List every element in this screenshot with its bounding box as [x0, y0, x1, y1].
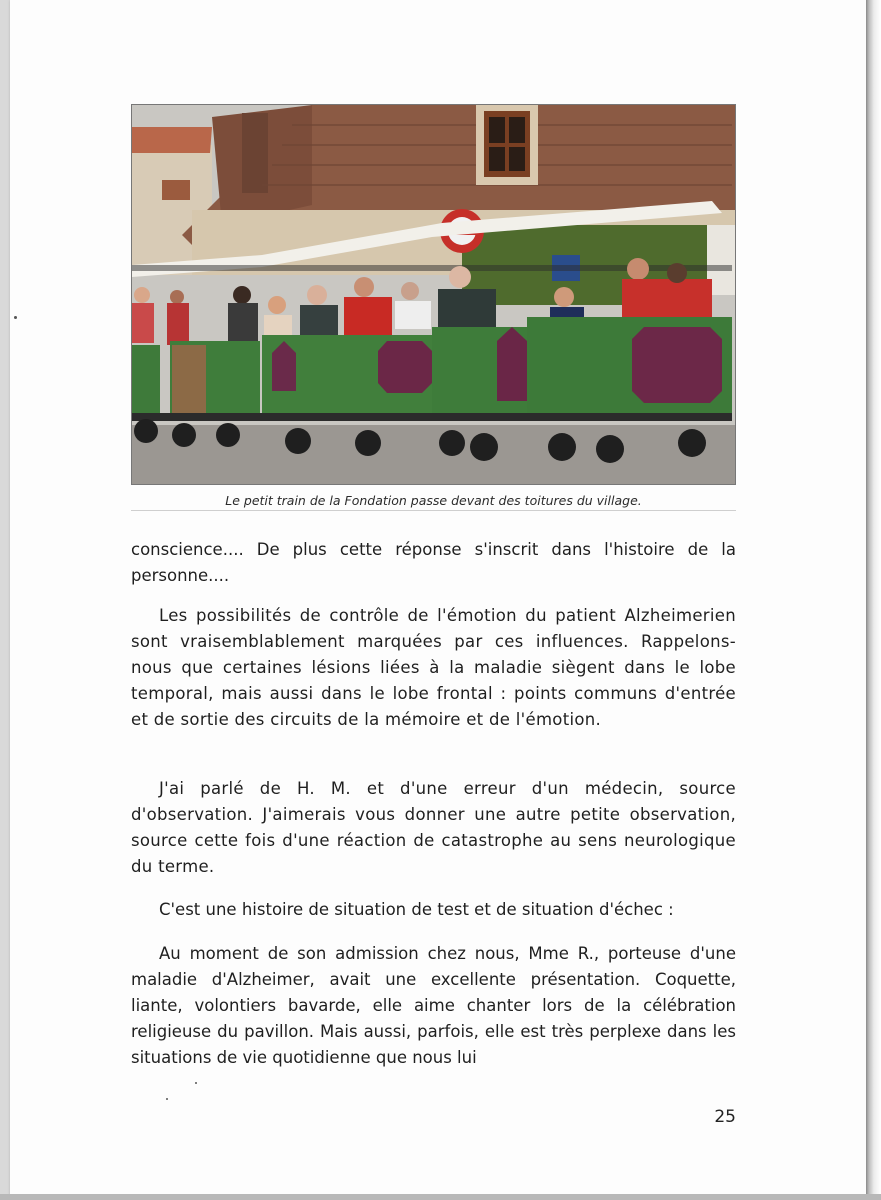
text-paragraph	[131, 537, 736, 589]
text-paragraph	[131, 941, 736, 1071]
paragraph-text: J'ai parlé de H. M. et d'une erreur d'un médecin, source d'observation. J'aimerais vous donner une autre petite observation, source cette fois d'une réaction de catastrophe au sens neurologique du terme.	[131, 779, 736, 876]
caption-divider	[131, 510, 736, 511]
photo-caption: Le petit train de la Fondation passe devant des toitures du village.	[225, 493, 642, 508]
text-paragraph	[131, 603, 736, 733]
scan-speck	[166, 1098, 168, 1100]
scan-bottom-edge	[0, 1194, 881, 1200]
village-train-photo	[131, 104, 736, 485]
paragraph-text: C'est une histoire de situation de test et de situation d'échec :	[159, 900, 674, 919]
page-edge-shadow	[866, 0, 881, 1200]
scan-speck	[14, 316, 17, 319]
paragraph-text: Au moment de son admission chez nous, Mme R., porteuse d'une maladie d'Alzheimer, avait une excellente présentation. Coquette, liante, volontiers bavarde, elle aime chanter lors de la célébration religieuse du pavillon. Mais aussi, parfois, elle est très perplexe dans les situations de vie quotidienne que nous lui	[131, 944, 736, 1067]
scan-speck	[195, 1082, 197, 1084]
paragraph-text: conscience.... De plus cette réponse s'inscrit dans l'histoire de la personne....	[131, 540, 736, 585]
paragraph-text: Les possibilités de contrôle de l'émotion du patient Alzheimerien sont vraisemblablement marquées par ces influences. Rappelons-nous que certaines lésions liées à la maladie siègent dans le lobe temporal, mais aussi dans le lobe frontal : points communs d'entrée et de sortie des circuits de la mémoire et de l'émotion.	[131, 606, 736, 729]
page-number: 25	[714, 1107, 736, 1127]
text-paragraph	[131, 776, 736, 880]
text-paragraph	[131, 897, 736, 923]
